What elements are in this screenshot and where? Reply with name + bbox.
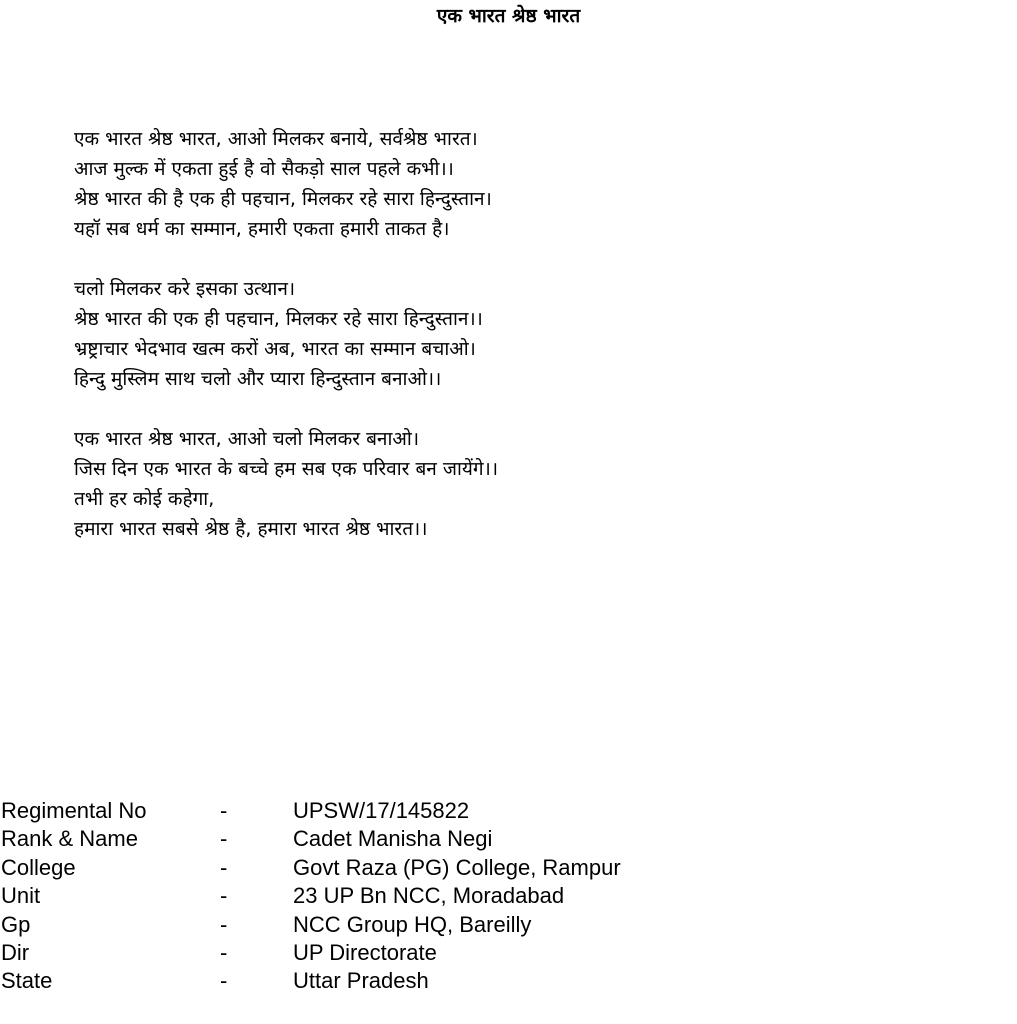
detail-value: NCC Group HQ, Bareilly (293, 911, 532, 937)
detail-value: 23 UP Bn NCC, Moradabad (293, 883, 565, 909)
poem-line: हिन्दु मुस्लिम साथ चलो और प्यारा हिन्दुस्तान बनाओ।। (74, 368, 442, 390)
detail-separator: - (220, 968, 228, 994)
detail-separator: - (220, 854, 228, 880)
detail-label: Unit (1, 883, 41, 909)
detail-label: State (1, 968, 53, 994)
poem-line: यहॉ सब धर्म का सम्मान, हमारी एकता हमारी ताकत है। (74, 218, 450, 240)
detail-separator: - (220, 883, 228, 909)
detail-row-state (1, 967, 701, 995)
stanza-1 (74, 124, 498, 244)
detail-separator: - (220, 939, 228, 965)
stanza-2 (74, 274, 498, 394)
detail-row-regimental-no (1, 797, 701, 825)
poem-line: एक भारत श्रेष्ठ भारत, आओ चलो मिलकर बनाओ। (74, 428, 420, 450)
poem-body (74, 124, 498, 574)
poem-line: चलो मिलकर करे इसका उत्थान। (74, 278, 296, 300)
detail-row-rank-name (1, 825, 701, 853)
detail-row-directorate (1, 939, 701, 967)
detail-value: UP Directorate (293, 939, 437, 965)
detail-value: UPSW/17/145822 (293, 798, 470, 823)
poem-line: आज मुल्क में एकता हुई है वो सैकड़ो साल पहले कभी।। (74, 158, 454, 180)
detail-value: Cadet Manisha Negi (293, 826, 493, 852)
detail-separator: - (220, 798, 228, 823)
poem-line: तभी हर कोई कहेगा, (74, 488, 215, 510)
detail-label: College (1, 854, 76, 880)
poem-line: भ्रष्ट्राचार भेदभाव खत्म करों अब, भारत का सम्मान बचाओ। (74, 338, 476, 360)
detail-value: Govt Raza (PG) College, Rampur (293, 854, 621, 880)
poem-line: श्रेष्ठ भारत की एक ही पहचान, मिलकर रहे सारा हिन्दुस्तान।। (74, 308, 483, 330)
detail-value: Uttar Pradesh (293, 968, 429, 994)
detail-separator: - (220, 911, 228, 937)
detail-row-unit (1, 882, 701, 910)
poem-line: जिस दिन एक भारत के बच्चे हम सब एक परिवार बन जायेंगे।। (74, 458, 499, 480)
detail-separator: - (220, 826, 228, 852)
detail-label: Gp (1, 911, 31, 937)
cadet-details (1, 797, 701, 996)
poem-title: एक भारत श्रेष्ठ भारत (436, 5, 581, 27)
detail-row-college (1, 854, 701, 882)
detail-label: Rank & Name (1, 826, 138, 852)
poem-line: हमारा भारत सबसे श्रेष्ठ है, हमारा भारत श्रेष्ठ भारत।। (74, 518, 428, 540)
detail-label: Dir (1, 939, 30, 965)
stanza-3 (74, 424, 498, 544)
poem-line: श्रेष्ठ भारत की है एक ही पहचान, मिलकर रहे सारा हिन्दुस्तान। (74, 188, 492, 210)
detail-row-group (1, 911, 701, 939)
poem-line: एक भारत श्रेष्ठ भारत, आओ मिलकर बनाये, सर्वश्रेष्ठ भारत। (74, 128, 478, 150)
detail-label: Regimental No (1, 798, 147, 823)
